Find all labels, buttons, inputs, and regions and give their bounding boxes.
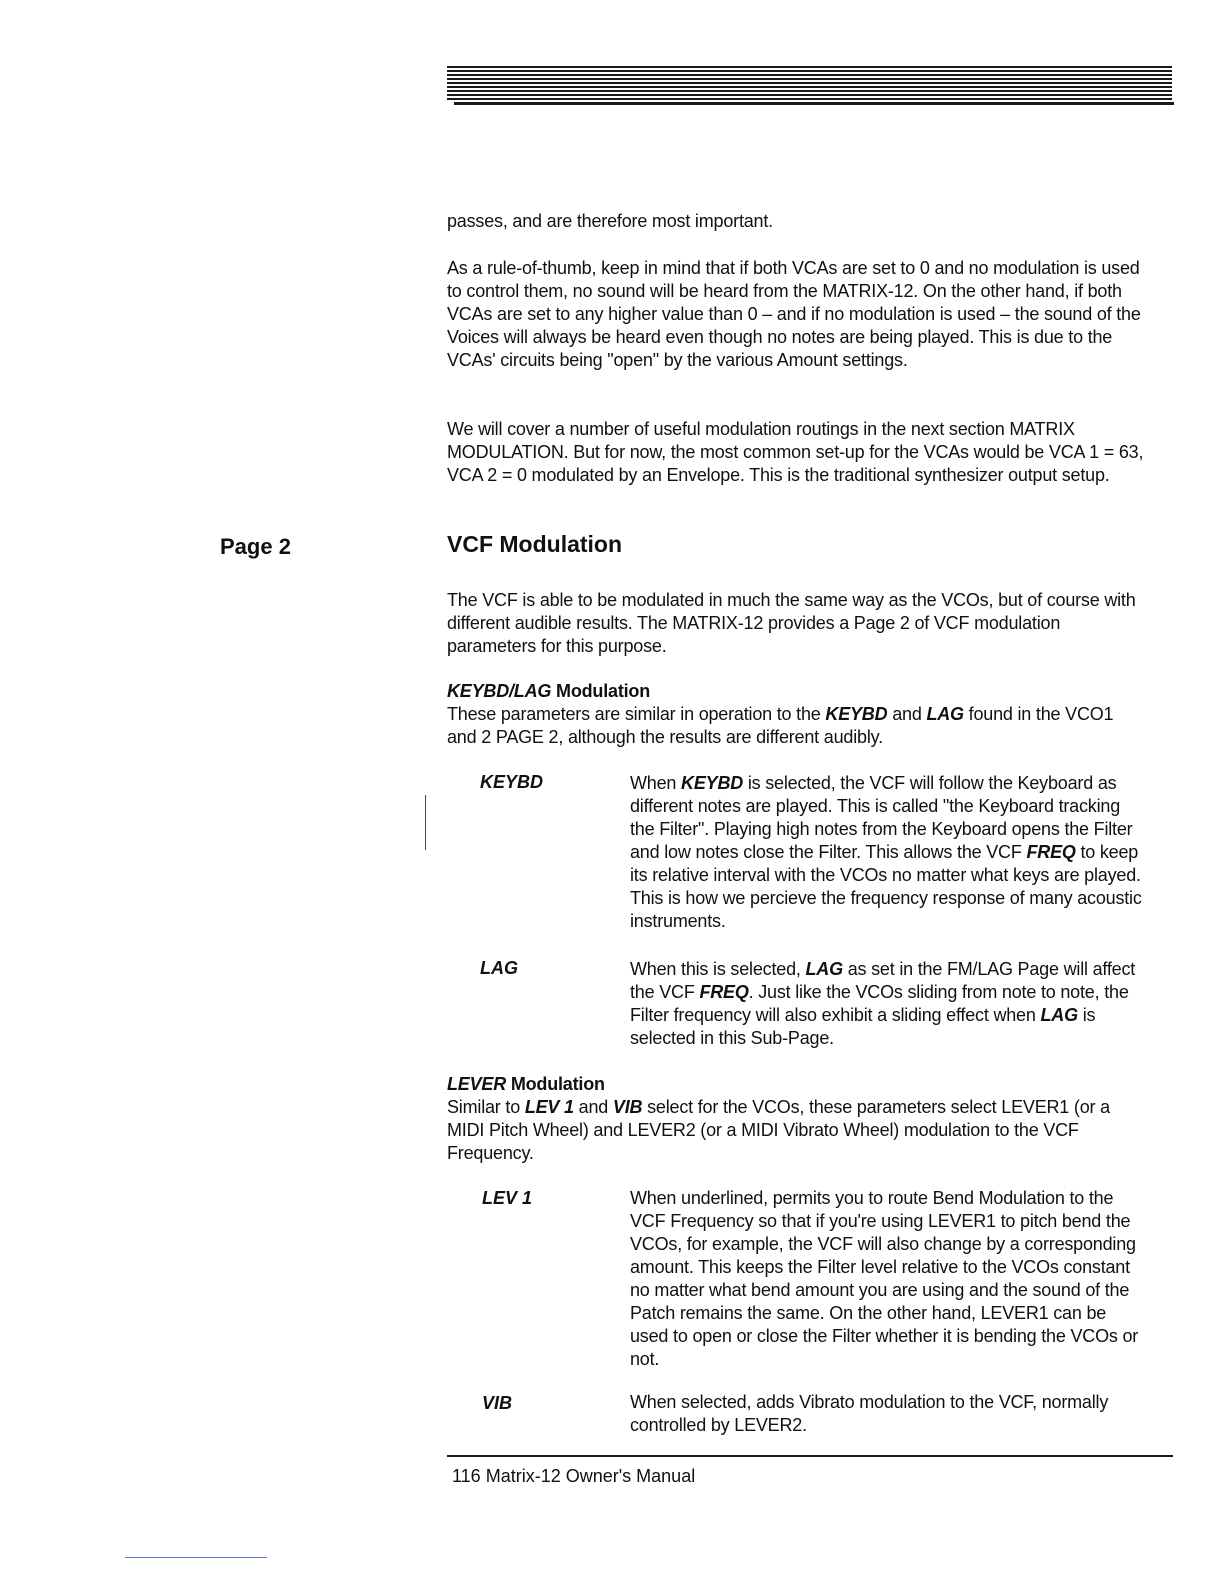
lever-intro: Similar to LEV 1 and VIB select for the VCOs, these parameters select LEVER1 (or a MIDI Pitch Wheel) and LEVER2 (or a MIDI Vibrato Wheel) modulation to the VCF Frequency.: [447, 1097, 1110, 1163]
paragraph-continuation: passes, and are therefore most important.: [447, 211, 773, 231]
term-lag: LAG: [480, 958, 518, 978]
definition-vib: When selected, adds Vibrato modulation to the VCF, normally controlled by LEVER2.: [630, 1392, 1109, 1435]
keybd-lag-heading-rest: Modulation: [556, 681, 651, 701]
keybd-lag-heading: [447, 680, 1147, 703]
side-page-label: Page 2: [220, 534, 291, 559]
term-lev-1: LEV 1: [482, 1188, 533, 1208]
lever-heading-kw: LEVER: [447, 1074, 507, 1094]
margin-mark: [425, 795, 426, 850]
header-rule-bar: [447, 66, 1172, 102]
paragraph-matrix-modulation: We will cover a number of useful modulation routings in the next section MATRIX MODULATION. But for now, the most common set-up for the VCAs would be VCA 1 = 63, VCA 2 = 0 modulated by an Envelope. This is the traditional synthesizer output setup.: [447, 419, 1144, 485]
vcf-intro-paragraph: The VCF is able to be modulated in much the same way as the VCOs, but of course with different audible results. The MATRIX-12 provides a Page 2 of VCF modulation parameters for this purpose.: [447, 590, 1136, 656]
keybd-lag-intro: These parameters are similar in operation to the KEYBD and LAG found in the VCO1 and 2 PAGE 2, although the results are different audibly.: [447, 704, 1114, 747]
term-vib: VIB: [482, 1393, 513, 1413]
lever-heading: [447, 1073, 1147, 1096]
definition-keybd: When KEYBD is selected, the VCF will follow the Keyboard as different notes are played. This is called "the Keyboard tracking the Filter". Playing high notes from the Keyboard opens the Filter and low notes close the Filter. This allows the VCF FREQ to keep its relative interval with the VCOs no matter what keys are played. This is how we percieve the frequency response of many acoustic instruments.: [630, 773, 1142, 931]
definition-lag: When this is selected, LAG as set in the FM/LAG Page will affect the VCF FREQ. Just like the VCOs sliding from note to note, the Filter frequency will also exhibit a sliding effect when LAG is selected in this Sub-Page.: [630, 959, 1136, 1048]
lever-block: [447, 1073, 1147, 1165]
keybd-lag-heading-kw: KEYBD/LAG: [447, 681, 552, 701]
paragraph-rule-of-thumb: As a rule-of-thumb, keep in mind that if both VCAs are set to 0 and no modulation is used to control them, no sound will be heard from the MATRIX-12. On the other hand, if both VCAs are set to any higher value than 0 – and if no modulation is used – the sound of the Voices will always be heard even though no notes are being played. This is due to the VCAs' circuits being "open" by the various Amount settings.: [447, 258, 1141, 370]
keybd-lag-block: [447, 680, 1147, 749]
footer-rule: [447, 1455, 1173, 1457]
scan-artifact-line: [125, 1557, 267, 1558]
term-keybd: KEYBD: [480, 772, 544, 792]
section-heading: VCF Modulation: [447, 531, 623, 557]
footer-page-label: 116 Matrix-12 Owner's Manual: [452, 1466, 696, 1486]
definition-lev-1: When underlined, permits you to route Bend Modulation to the VCF Frequency so that if you're using LEVER1 to pitch bend the VCOs, for example, the VCF will also change by a corresponding amount. This keeps the Filter level relative to the VCOs constant no matter what bend amount you are using and the sound of the Patch remains the same. On the other hand, LEVER1 can be used to open or close the Filter whether it is bending the VCOs or not.: [630, 1188, 1139, 1369]
lever-heading-rest: Modulation: [510, 1074, 605, 1094]
